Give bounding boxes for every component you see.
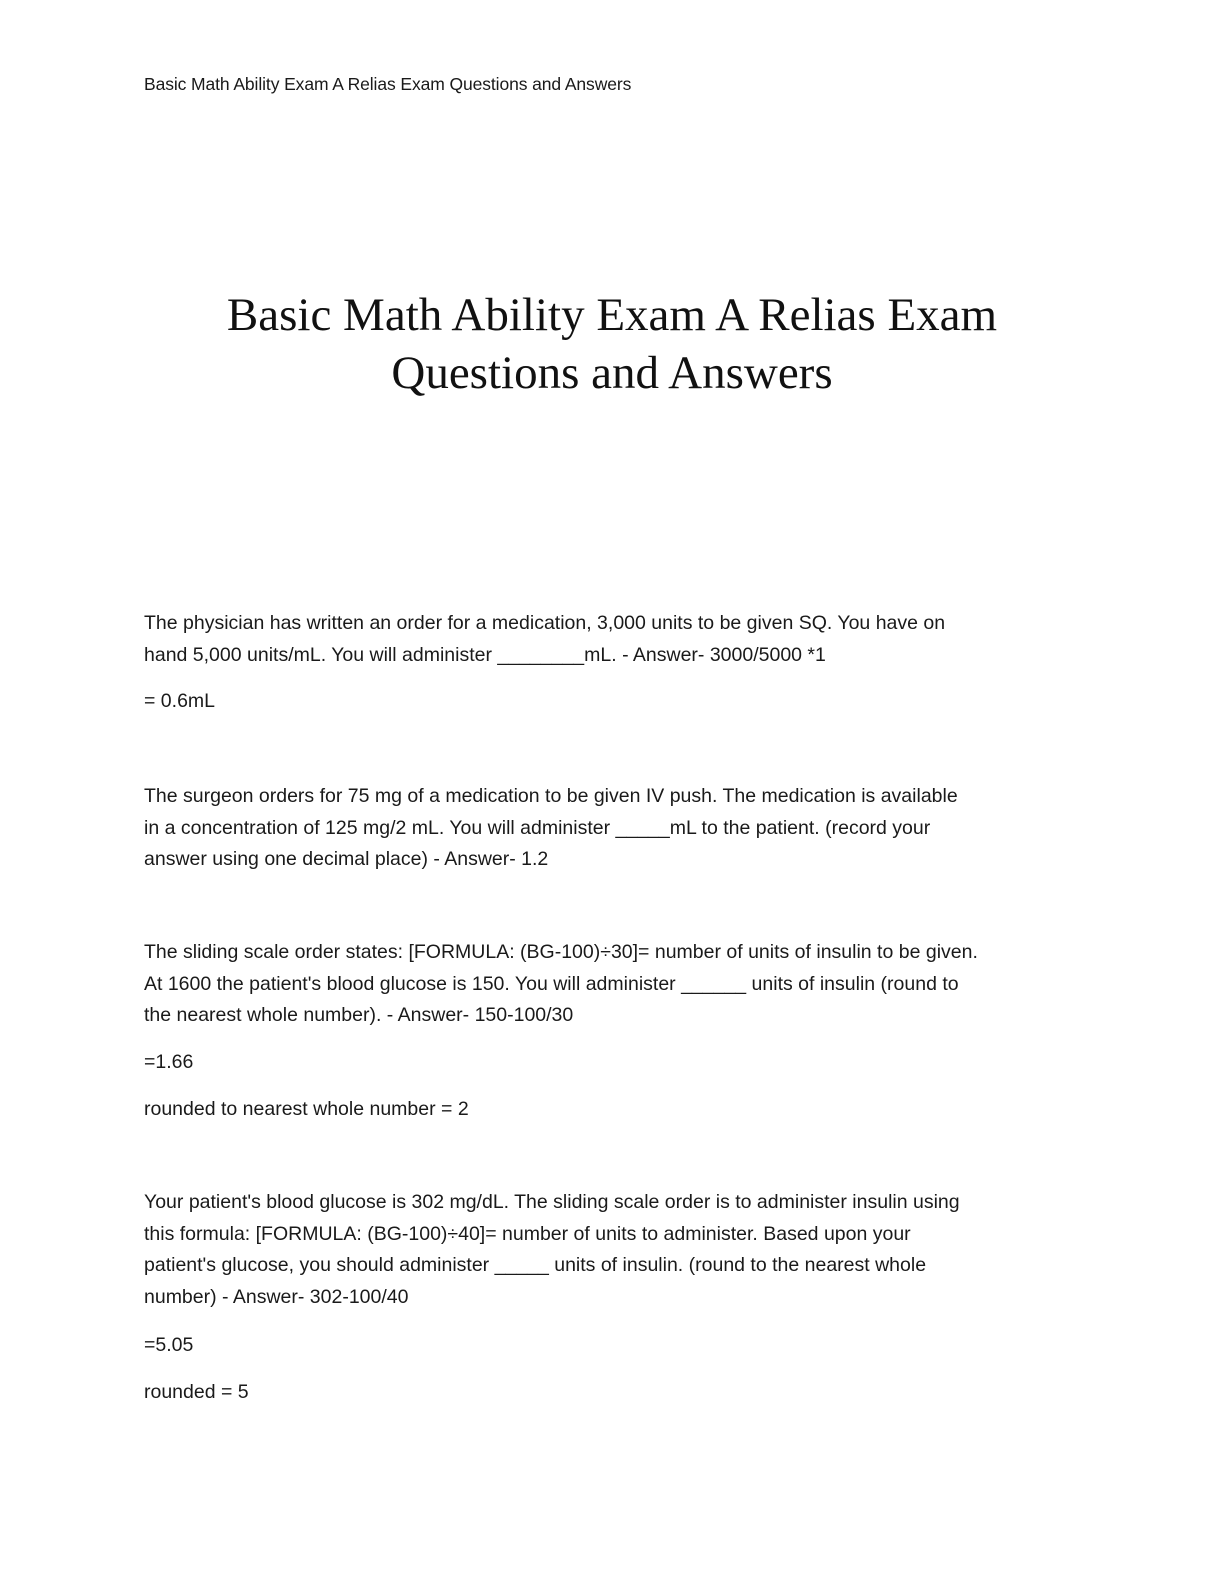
question-text-line: answer using one decimal place) - Answer- 1.2 (144, 848, 549, 870)
question-text-line: The physician has written an order for a medication, 3,000 units to be given SQ. You have on (144, 612, 946, 634)
title-line-2: Questions and Answers (391, 347, 833, 399)
question-text-line: in a concentration of 125 mg/2 mL. You will administer _____mL to the patient. (record your (144, 816, 931, 839)
question-text-line: patient's glucose, you should administer _____ units of insulin. (round to the nearest whole (144, 1254, 927, 1276)
question-2 (144, 781, 1084, 876)
question-text-line: At 1600 the patient's blood glucose is 150. You will administer ______ units of insulin (round to (144, 972, 959, 995)
title-line-1: Basic Math Ability Exam A Relias Exam (226, 289, 998, 341)
answer-work-line: =5.05 (144, 1334, 194, 1356)
question-text-line: The surgeon orders for 75 mg of a medication to be given IV push. The medication is available (144, 785, 958, 807)
question-1 (144, 608, 1084, 671)
answer-work-line: =1.66 (144, 1051, 194, 1073)
question-3 (144, 937, 1084, 1032)
answer-work-line: rounded = 5 (144, 1381, 249, 1403)
running-header: Basic Math Ability Exam A Relias Exam Questions and Answers (144, 74, 632, 94)
question-text-line: this formula: [FORMULA: (BG-100)÷40]= number of units to administer. Based upon your (144, 1222, 911, 1245)
question-text-line: hand 5,000 units/mL. You will administer ________mL. - Answer- 3000/5000 *1 (144, 643, 826, 666)
document-title (144, 286, 1080, 402)
question-text-line: number) - Answer- 302-100/40 (144, 1285, 409, 1308)
question-text-line: Your patient's blood glucose is 302 mg/dL. The sliding scale order is to administer insulin using (144, 1191, 960, 1213)
question-text-line: the nearest whole number). - Answer- 150-100/30 (144, 1004, 574, 1026)
question-text-line: The sliding scale order states: [FORMULA: (BG-100)÷30]= number of units of insulin to be given. (144, 941, 978, 963)
answer-work-line: rounded to nearest whole number = 2 (144, 1098, 469, 1120)
answer-work-line: = 0.6mL (144, 690, 216, 712)
question-4 (144, 1187, 1084, 1313)
